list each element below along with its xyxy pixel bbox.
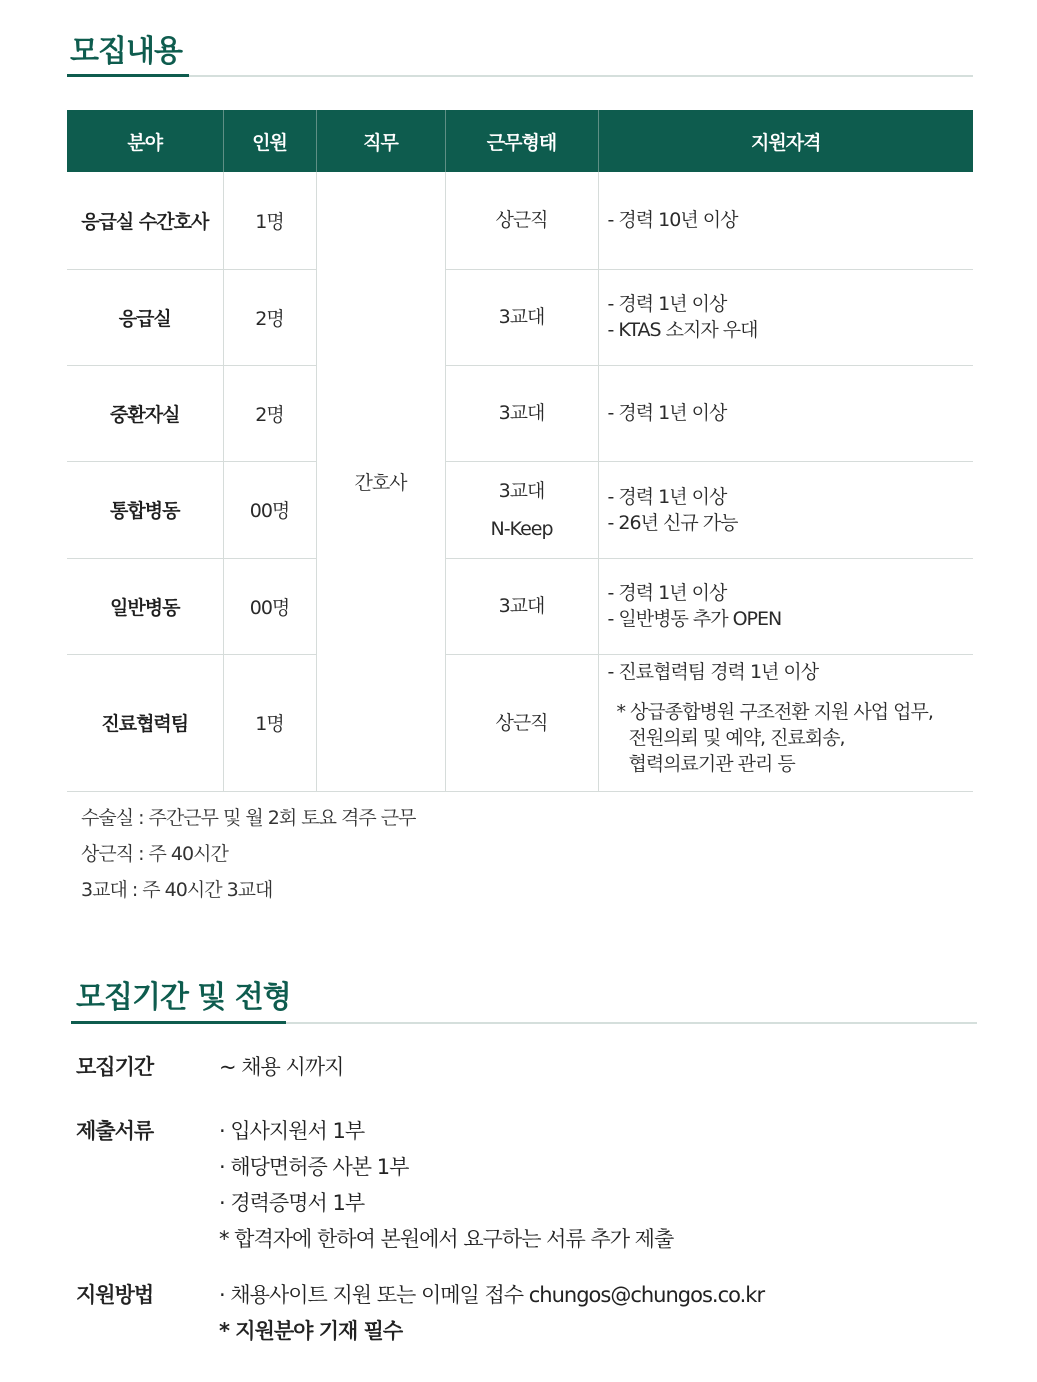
qualification-cell [598,365,973,461]
header-count: 인원 [223,110,316,172]
header-job: 직무 [316,110,445,172]
footnote-line: 상근직 : 주 40시간 [81,843,228,865]
qualification-line: - 경력 1년 이상 [607,402,727,424]
document-item: · 해당면허증 사본 1부 [219,1155,409,1179]
qualification-cell [598,654,973,791]
shift-line: 3교대 [498,306,545,328]
qualification-line: - 경력 1년 이상 [607,485,727,508]
shift-cell [445,172,598,269]
section-title-underline [67,74,189,77]
shift-cell [445,269,598,365]
apply-note: * 지원분야 기재 필수 [219,1319,403,1343]
table-row [67,461,973,558]
apply-values [219,1277,764,1349]
shift-cell [445,654,598,791]
field-cell: 통합병동 [67,461,223,558]
period-label: 모집기간 [76,1055,154,1079]
shift-line: 3교대 [498,595,545,617]
header-shift: 근무형태 [445,110,598,172]
period-value: ~ 채용 시까지 [219,1055,344,1079]
field-cell: 일반병동 [67,558,223,654]
shift-line: 3교대 [498,402,545,424]
section-title-period: 모집기간 및 전형 [76,980,291,1015]
field-cell: 응급실 수간호사 [67,172,223,269]
qualification-line: - 진료협력팀 경력 1년 이상 [607,660,819,683]
qualification-note [608,699,974,777]
document-note: * 합격자에 한하여 본원에서 요구하는 서류 추가 제출 [219,1227,674,1251]
shift-line: N-Keep [490,517,553,540]
table-row [67,365,973,461]
count-cell: 1명 [223,172,316,269]
document-item: · 입사지원서 1부 [219,1119,365,1143]
note-line: 전원의뢰 및 예약, 진료회송, [628,726,845,749]
header-qualification: 지원자격 [598,110,973,172]
field-cell: 진료협력팀 [67,654,223,791]
qualification-cell [598,172,973,269]
qualification-line: - 경력 1년 이상 [607,293,727,315]
table-row [67,269,973,365]
field-cell: 응급실 [67,269,223,365]
count-cell: 00명 [223,461,316,558]
period-values [219,1049,343,1085]
qualification-line: - 경력 1년 이상 [607,582,727,604]
apply-label: 지원방법 [76,1283,154,1307]
shift-line: 상근직 [495,209,548,232]
qualification-line: - 26년 신규 가능 [607,511,738,534]
shift-line: 3교대 [498,479,545,502]
table-row [67,654,973,791]
shift-line: 상근직 [495,711,548,734]
qualification-line: - 일반병동 추가 OPEN [607,608,782,630]
footnote-line: 3교대 : 주 40시간 3교대 [81,879,273,901]
qualification-cell [598,461,973,558]
apply-method: · 채용사이트 지원 또는 이메일 접수 chungos@chungos.co.kr [219,1283,765,1307]
table-row [67,558,973,654]
note-line: * 상급종합병원 구조전환 지원 사업 업무, [616,700,933,723]
qualification-cell [598,558,973,654]
section-divider [67,75,973,77]
footnote-line: 수술실 : 주간근무 및 월 2회 토요 격주 근무 [81,807,416,829]
count-cell: 2명 [223,365,316,461]
header-field: 분야 [67,110,223,172]
shift-cell [445,461,598,558]
shift-cell [445,558,598,654]
footnotes [81,800,415,908]
recruit-table [67,110,973,792]
qualification-line: - KTAS 소지자 우대 [607,319,758,341]
document-item: · 경력증명서 1부 [219,1191,365,1215]
section-title-underline [71,1021,286,1024]
count-cell: 00명 [223,558,316,654]
qualification-line: - 경력 10년 이상 [607,209,738,232]
section-title-recruit: 모집내용 [70,34,182,69]
table-header-row [67,110,973,172]
field-cell: 중환자실 [67,365,223,461]
qualification-cell [598,269,973,365]
count-cell: 1명 [223,654,316,791]
job-cell: 간호사 [316,172,445,791]
documents-label: 제출서류 [76,1119,154,1143]
documents-values [219,1113,673,1257]
note-line: 협력의료기관 관리 등 [628,752,795,775]
count-cell: 2명 [223,269,316,365]
table-row [67,172,973,269]
shift-cell [445,365,598,461]
